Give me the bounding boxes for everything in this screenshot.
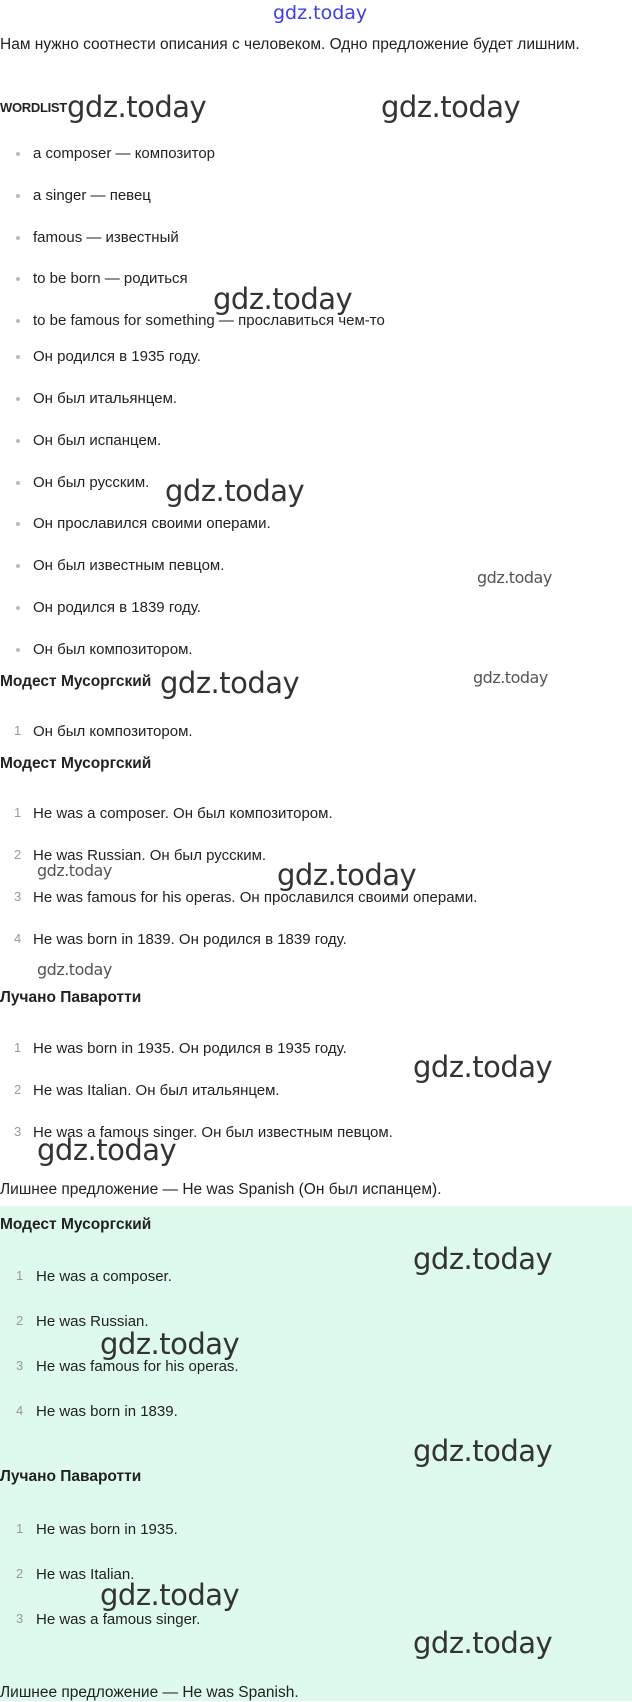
watermark: gdz.today xyxy=(473,668,548,687)
list-item: to be born — родиться xyxy=(0,270,188,287)
watermark: gdz.today xyxy=(477,568,552,587)
list-item: famous — известный xyxy=(0,229,179,246)
list-item: Он был композитором. xyxy=(0,641,193,658)
extra-sentence: Лишнее предложение — He was Spanish (Он был испанцем). xyxy=(0,1181,442,1198)
watermark: gdz.today xyxy=(277,858,417,892)
watermark: gdz.today xyxy=(67,90,207,124)
list-item: a singer — певец xyxy=(0,187,151,204)
watermark: gdz.today xyxy=(37,960,112,979)
answer1-heading: Модест Мусоргский xyxy=(0,755,152,772)
watermark: gdz.today xyxy=(100,1327,240,1361)
final2-heading: Лучано Паваротти xyxy=(0,1468,142,1485)
watermark: gdz.today xyxy=(37,861,112,880)
final1-heading: Модест Мусоргский xyxy=(0,1216,152,1233)
watermark: gdz.today xyxy=(37,1133,177,1167)
list-item: a composer — композитор xyxy=(0,145,215,162)
watermark: gdz.today xyxy=(413,1242,553,1276)
watermark: gdz.today xyxy=(165,474,305,508)
watermark: gdz.today xyxy=(413,1050,553,1084)
list-item: Он был итальянцем. xyxy=(0,390,177,407)
example-heading: Модест Мусоргский xyxy=(0,673,152,690)
site-logo[interactable]: gdz.today xyxy=(273,2,368,24)
watermark: gdz.today xyxy=(213,282,353,316)
task-intro: Нам нужно соотнести описания с человеком. Одно предложение будет лишним. xyxy=(0,36,580,53)
list-item: to be famous for something — прославиться чем-то xyxy=(0,312,385,329)
list-item: Он был русским. xyxy=(0,474,149,491)
watermark: gdz.today xyxy=(413,1434,553,1468)
wordlist-heading: WORDLIST xyxy=(0,100,67,115)
list-item: Он родился в 1839 году. xyxy=(0,599,201,616)
final-answer-box: Модест Мусоргский 1 He was a composer. 2 He was Russian. 3 He was famous for his operas. 4 He was born in 1839. Лучано Паваротти 1 He was born in 1935. 2 He was Italian. 3 He was a famous singer. Лишнее предложение — He was Spanish. xyxy=(0,1206,632,1701)
watermark: gdz.today xyxy=(160,666,300,700)
list-item: Он был известным певцом. xyxy=(0,557,224,574)
list-item: Он прославился своими операми. xyxy=(0,515,271,532)
final-extra-sentence: Лишнее предложение — He was Spanish. xyxy=(0,1684,299,1701)
list-item: Он родился в 1935 году. xyxy=(0,348,201,365)
list-item: Он был испанцем. xyxy=(0,432,161,449)
watermark: gdz.today xyxy=(381,90,521,124)
answer2-heading: Лучано Паваротти xyxy=(0,989,142,1006)
watermark: gdz.today xyxy=(413,1626,553,1660)
watermark: gdz.today xyxy=(100,1578,240,1612)
